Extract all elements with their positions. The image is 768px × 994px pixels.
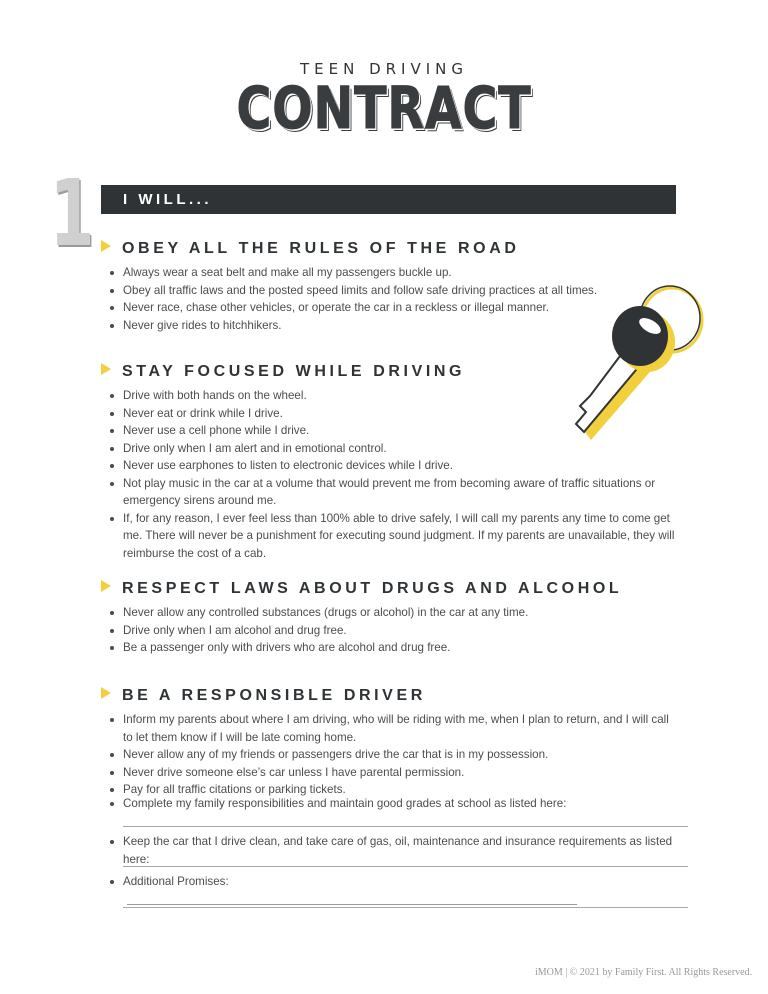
list-responsible-car bbox=[107, 833, 677, 868]
list-item: Obey all traffic laws and the posted speed limits and follow safe driving practices at all times. bbox=[107, 282, 677, 300]
list-item bbox=[107, 873, 677, 908]
page-title: CONTRACT bbox=[236, 74, 532, 142]
list-item: Drive only when I am alcohol and drug free. bbox=[107, 622, 677, 640]
list-item: If, for any reason, I ever feel less than 100% able to drive safely, I will call my parents any time to come get me. There will never be a punishment for executing sound judgment. If my parents are unavailable, they will reimburse the cost of a cab. bbox=[107, 510, 677, 563]
list-drugs bbox=[107, 604, 677, 657]
list-responsible-additional bbox=[107, 873, 677, 908]
arrow-icon bbox=[101, 580, 111, 592]
arrow-icon bbox=[101, 240, 111, 252]
heading-text: OBEY ALL THE RULES OF THE ROAD bbox=[122, 240, 520, 257]
list-item: Never allow any controlled substances (drugs or alcohol) in the car at any time. bbox=[107, 604, 677, 622]
list-item bbox=[107, 795, 677, 830]
list-item: Inform my parents about where I am driving, who will be riding with me, when I plan to return, and I will call to let them know if I will be late coming home. bbox=[107, 711, 677, 746]
item-text: Complete my family responsibilities and maintain good grades at school as listed here: bbox=[123, 797, 567, 810]
section-number: 1 bbox=[49, 160, 95, 267]
list-item: Drive with both hands on the wheel. bbox=[107, 387, 677, 405]
list-item: Never give rides to hitchhikers. bbox=[107, 317, 677, 335]
footer-copyright: iMOM | © 2021 by Family First. All Rights Reserved. bbox=[535, 967, 753, 978]
list-item: Never use earphones to listen to electronic devices while I drive. bbox=[107, 457, 677, 475]
section-heading-responsible bbox=[101, 687, 426, 705]
list-responsible-fill bbox=[107, 795, 677, 830]
fill-in-line[interactable] bbox=[127, 904, 577, 905]
list-item: Always wear a seat belt and make all my passengers buckle up. bbox=[107, 264, 677, 282]
list-item: Never eat or drink while I drive. bbox=[107, 405, 677, 423]
list-item: Never use a cell phone while I drive. bbox=[107, 422, 677, 440]
arrow-icon bbox=[101, 687, 111, 699]
list-item: Never race, chase other vehicles, or operate the car in a reckless or illegal manner. bbox=[107, 299, 677, 317]
heading-text: STAY FOCUSED WHILE DRIVING bbox=[122, 363, 466, 380]
intro-bar-label: I WILL... bbox=[123, 191, 212, 208]
list-item: Never allow any of my friends or passengers drive the car that is in my possession. bbox=[107, 746, 677, 764]
subtitle: TEEN DRIVING bbox=[299, 60, 469, 78]
fill-in-line[interactable] bbox=[123, 866, 688, 867]
list-obey bbox=[107, 264, 677, 334]
fill-in-line[interactable] bbox=[123, 826, 688, 827]
intro-bar bbox=[101, 185, 676, 214]
section-heading-focused bbox=[101, 363, 465, 381]
list-item: Be a passenger only with drivers who are alcohol and drug free. bbox=[107, 639, 677, 657]
section-heading-drugs bbox=[101, 580, 622, 598]
list-item: Keep the car that I drive clean, and take care of gas, oil, maintenance and insurance requirements as listed here: bbox=[107, 833, 677, 868]
item-text: Additional Promises: bbox=[123, 875, 229, 888]
list-focused bbox=[107, 387, 677, 562]
heading-text: RESPECT LAWS ABOUT DRUGS AND ALCOHOL bbox=[122, 580, 623, 597]
arrow-icon bbox=[101, 363, 111, 375]
list-item: Pay for all traffic citations or parking tickets. bbox=[107, 781, 677, 799]
list-item: Never drive someone else’s car unless I have parental permission. bbox=[107, 764, 677, 782]
list-item: Drive only when I am alert and in emotional control. bbox=[107, 440, 677, 458]
heading-text: BE A RESPONSIBLE DRIVER bbox=[122, 687, 426, 704]
fill-in-line[interactable] bbox=[123, 907, 688, 908]
list-responsible bbox=[107, 711, 677, 799]
section-heading-obey bbox=[101, 240, 520, 258]
list-item: Not play music in the car at a volume that would prevent me from becoming aware of traffic situations or emergency sirens around me. bbox=[107, 475, 677, 510]
